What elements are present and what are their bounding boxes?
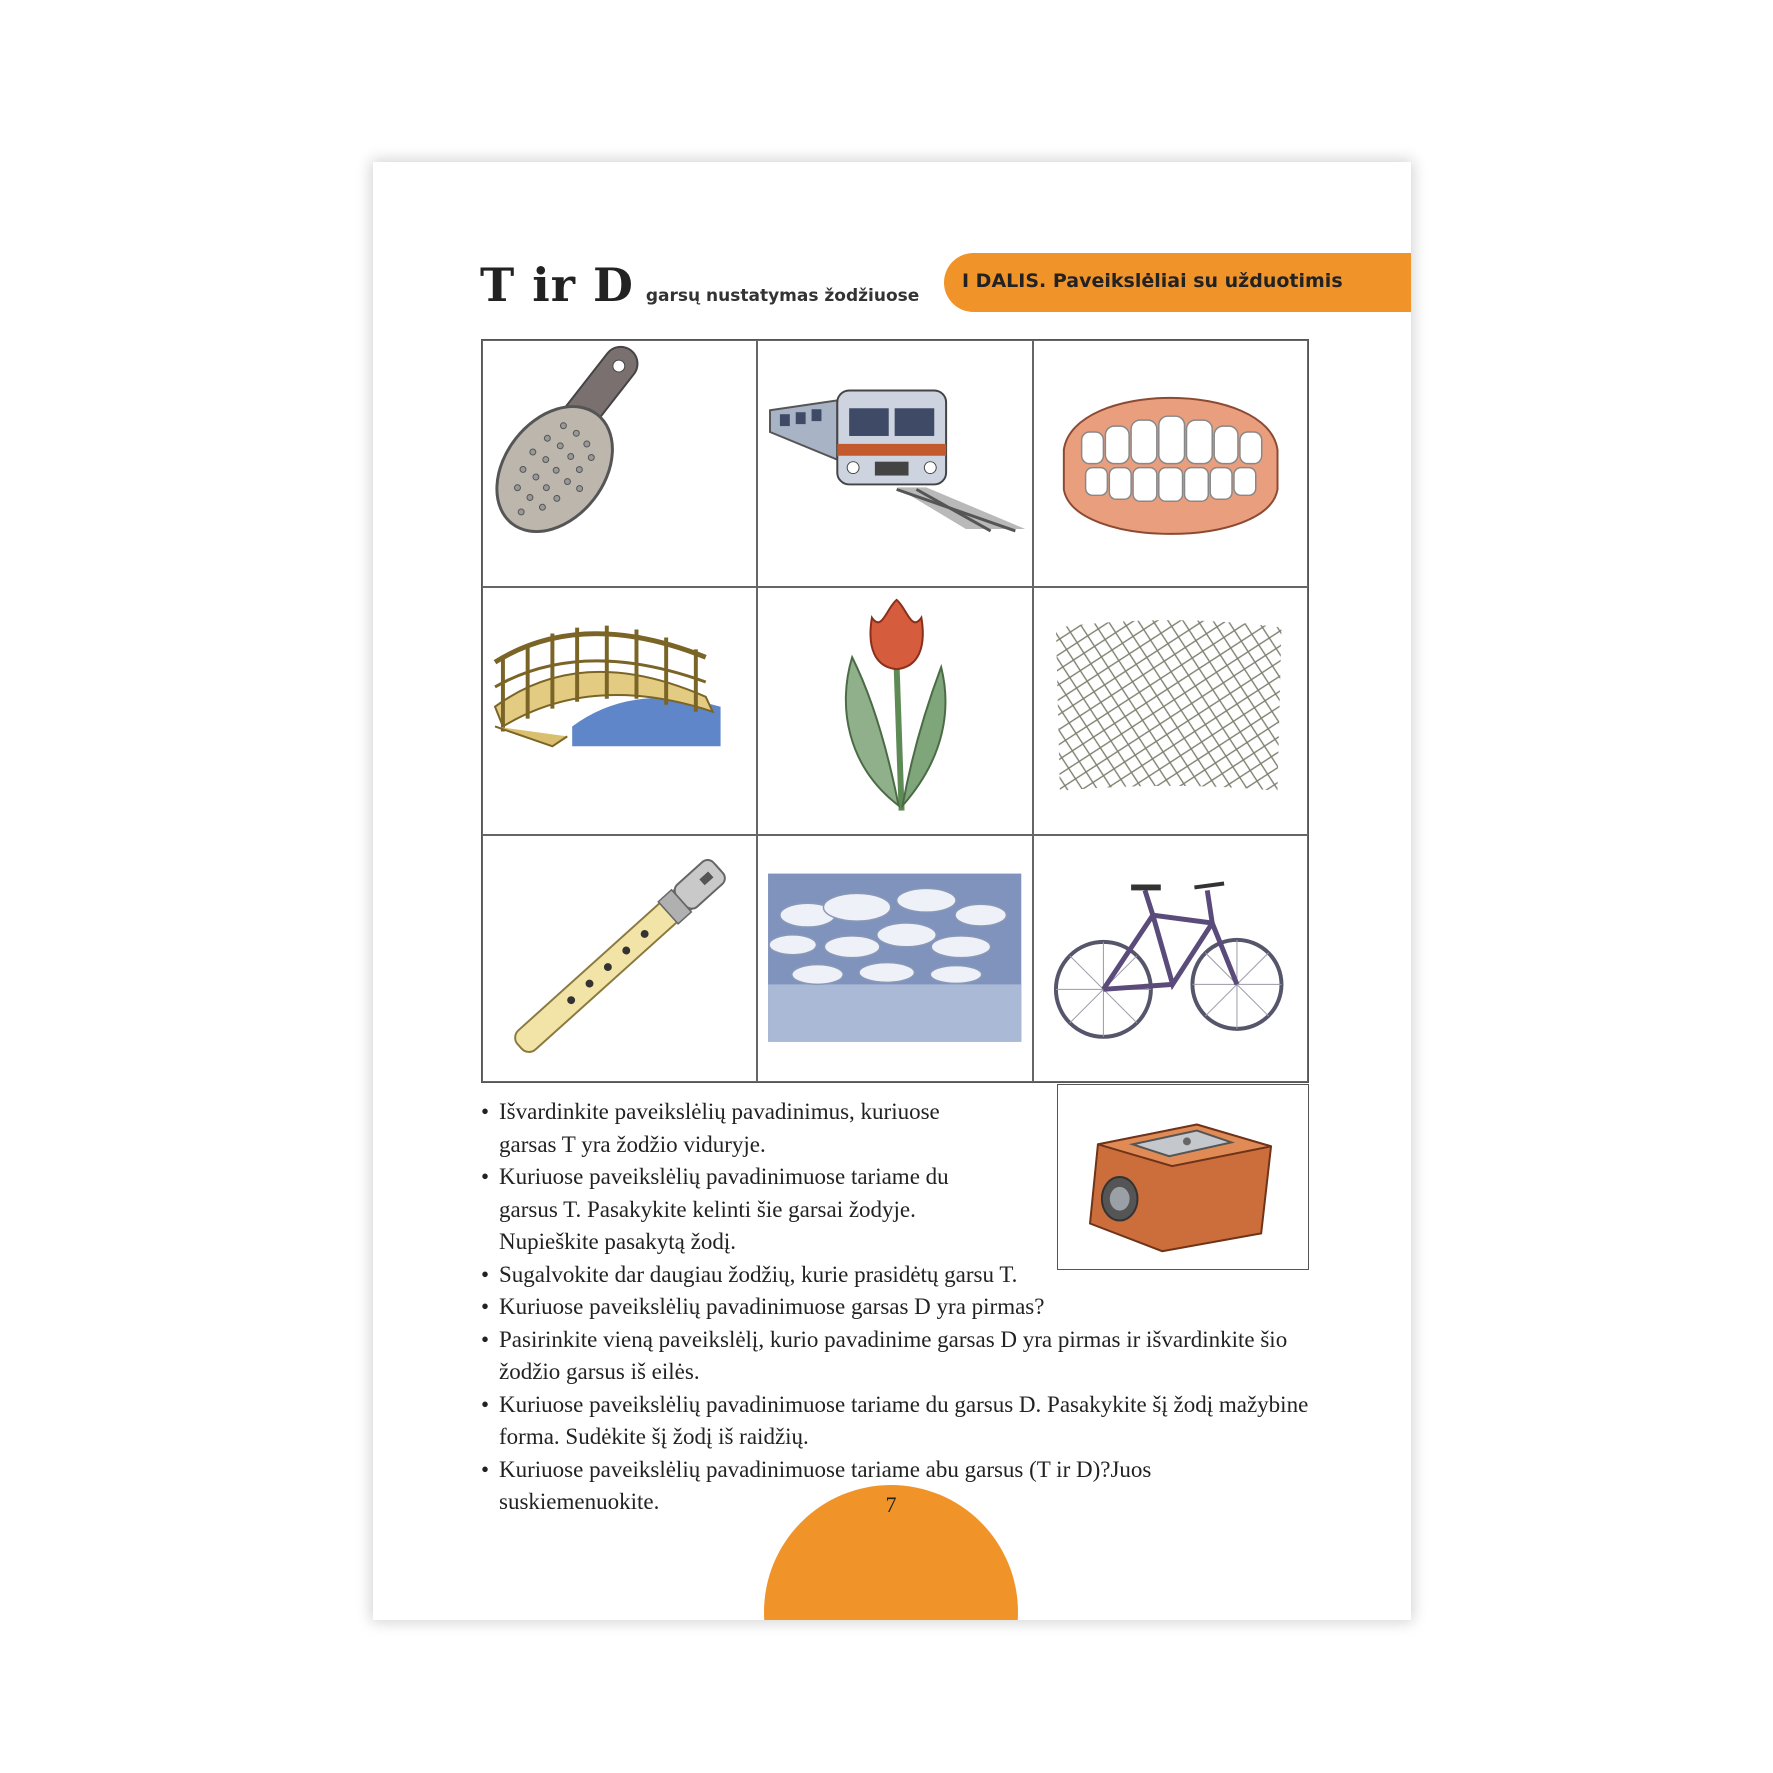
workbook-page (373, 162, 1411, 1620)
task-item: • Sugalvokite dar daugiau žodžių, kurie prasidėtų garsu T. (481, 1259, 1311, 1292)
title-subtitle: garsų nustatymas žodžiuose (645, 286, 920, 306)
task-item: • Kuriuose paveikslėlių pavadinimuose tariame du garsus D. Pasakykite šį žodį mažybine forma. Sudėkite šį žodį iš raidžių. (481, 1389, 1311, 1454)
task-item: • Pasirinkite vieną paveikslėlį, kurio pavadinime garsas D yra pirmas ir išvardinkite šio žodžio garsus iš eilės. (481, 1324, 1311, 1389)
picture-grid (481, 339, 1309, 1083)
picture-tulip (757, 587, 1032, 834)
task-item: • Kuriuose paveikslėlių pavadinimuose tariame abu garsus (T ir D)?Juos suskiemenuokite. (481, 1454, 1311, 1519)
page-number: 7 (885, 1492, 897, 1517)
picture-flute (482, 835, 757, 1082)
task-item: • Kuriuose paveikslėlių pavadinimuose garsas D yra pirmas? (481, 1291, 1311, 1324)
page-title (480, 258, 919, 312)
task-item: • Kuriuose paveikslėlių pavadinimuose tariame du garsus T. Pasakykite kelinti šie garsai žodyje. Nupieškite pasakytą žodį. (481, 1161, 989, 1259)
title-letters: T ir D (480, 258, 634, 312)
picture-teeth (1033, 340, 1308, 587)
picture-bridge (482, 587, 757, 834)
picture-bicycle (1033, 835, 1308, 1082)
picture-hairbrush (482, 340, 757, 587)
section-label: I DALIS. Paveikslėliai su užduotimis (962, 270, 1343, 292)
picture-clouds (757, 835, 1032, 1082)
task-list (481, 1096, 1311, 1519)
picture-train (757, 340, 1032, 587)
section-banner (944, 253, 1411, 312)
picture-net (1033, 587, 1308, 834)
task-item: • Išvardinkite paveikslėlių pavadinimus, kuriuose garsas T yra žodžio viduryje. (481, 1096, 989, 1161)
